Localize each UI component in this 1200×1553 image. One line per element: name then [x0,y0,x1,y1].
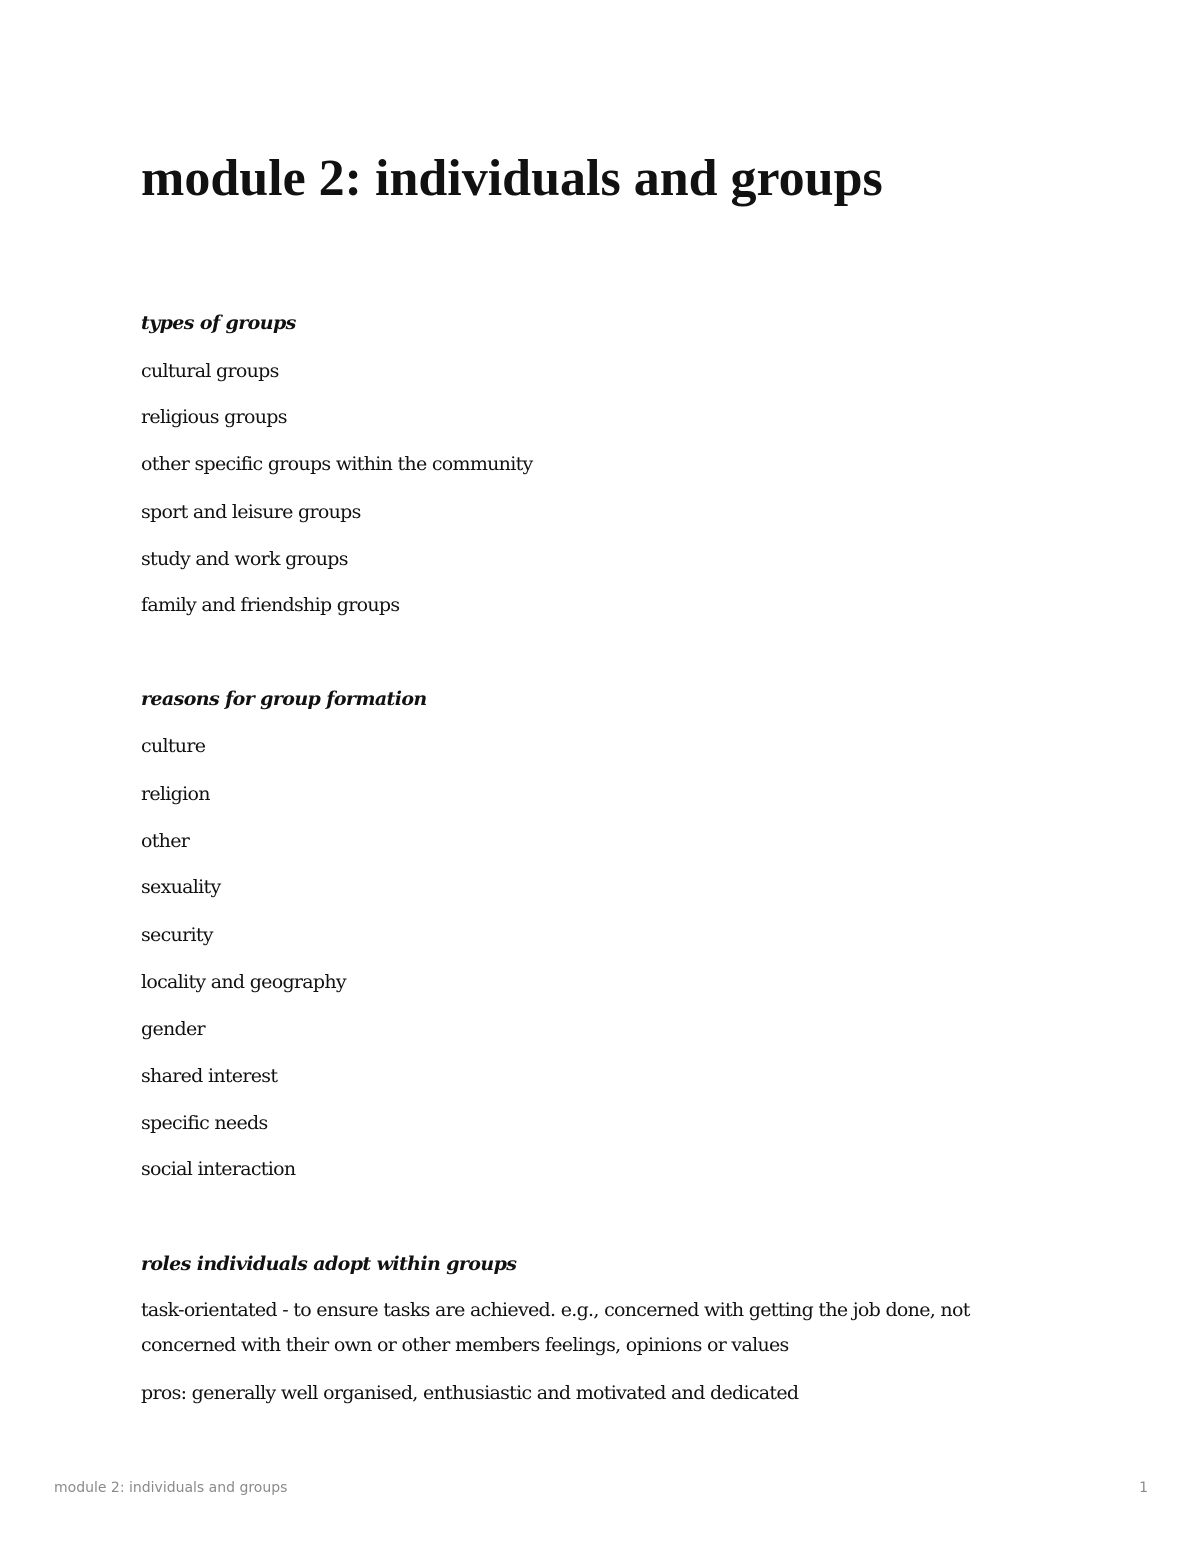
list-item: religion [141,783,210,805]
list-item: gender [141,1018,205,1040]
section-heading-types-of-groups: types of groups [141,312,296,334]
list-item: specific needs [141,1112,268,1134]
list-item: sexuality [141,876,221,898]
list-item: cultural groups [141,360,279,382]
list-item: locality and geography [141,971,346,993]
list-item: social interaction [141,1158,296,1180]
paragraph-pros: pros: generally well organised, enthusiastic and motivated and dedicated [141,1382,799,1404]
page-title: module 2: individuals and groups [141,150,883,207]
footer-page-number: 1 [1139,1480,1148,1496]
list-item: other [141,830,190,852]
section-heading-roles-individuals-adopt: roles individuals adopt within groups [141,1253,517,1275]
footer-document-title: module 2: individuals and groups [54,1480,288,1496]
list-item: study and work groups [141,548,348,570]
list-item: religious groups [141,406,287,428]
list-item: other specific groups within the community [141,453,533,475]
list-item: culture [141,735,206,757]
list-item: family and friendship groups [141,594,400,616]
paragraph-task-orientated: task-orientated - to ensure tasks are achieved. e.g., concerned with getting the job done, not concerned with their own or other members feelings, opinions or values [141,1299,970,1356]
section-heading-reasons-for-group-formation: reasons for group formation [141,688,427,710]
list-item: sport and leisure groups [141,501,361,523]
list-item: security [141,924,213,946]
list-item: shared interest [141,1065,278,1087]
